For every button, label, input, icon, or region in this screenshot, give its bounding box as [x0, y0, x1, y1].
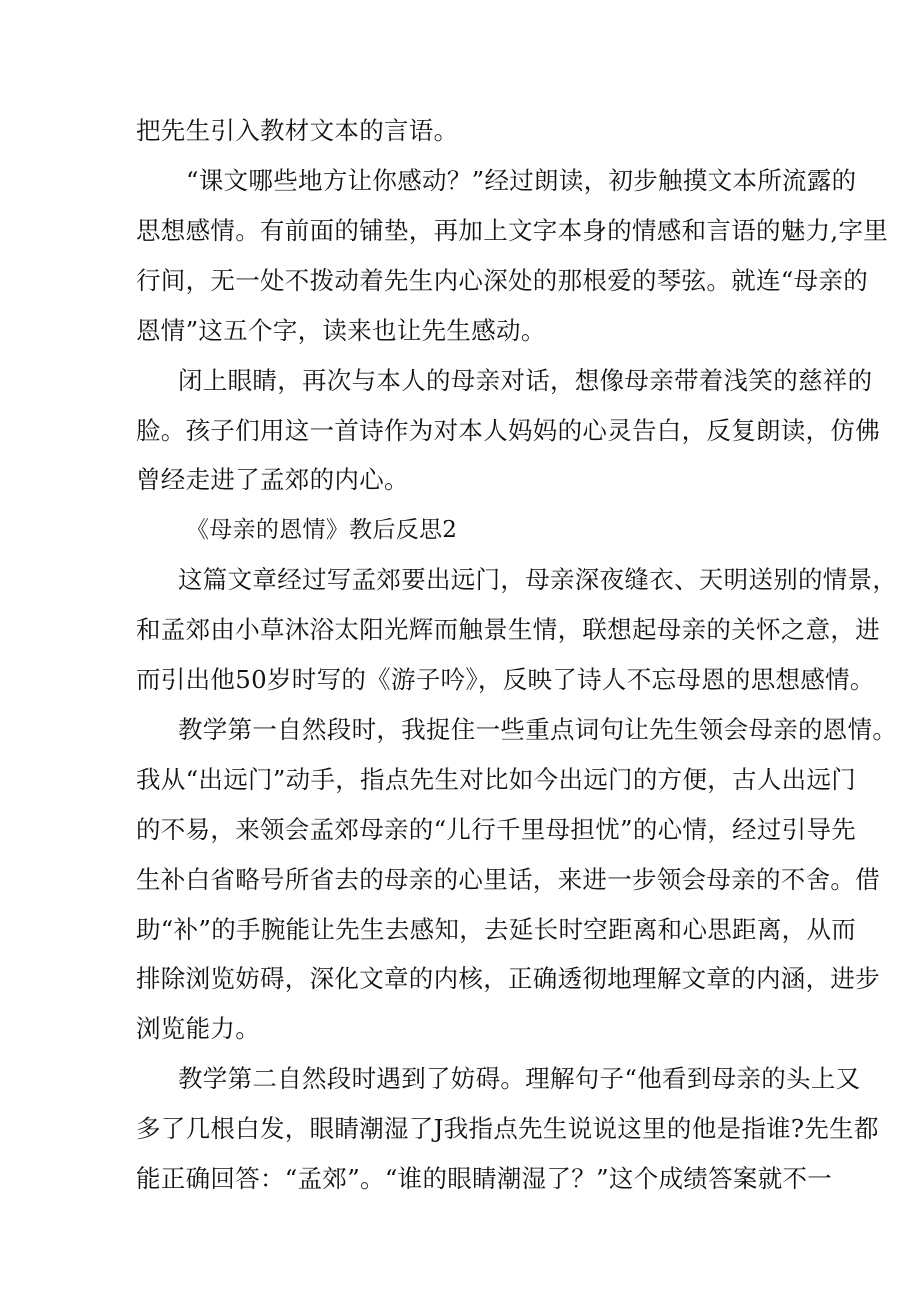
- section-heading: 《母亲的恩情》教后反思2: [186, 517, 458, 543]
- text-line-17: 助“补”的手腕能让先生去感知，去延长时空距离和心思距离，从而: [136, 915, 857, 944]
- text-line-11: 和孟郊由小草沐浴太阳光辉而触景生情，联想起母亲的关怀之意，进: [136, 615, 880, 644]
- text-line-14: 我从“出远门”动手，指点先生对比如今出远门的方便，古人出远门: [136, 765, 857, 794]
- text-line-4: 行间，无一处不拨动着先生内心深处的那根爱的琴弦。就连“母亲的: [136, 266, 869, 295]
- text-line-7: 脸。孩子们用这一首诗作为对本人妈妈的心灵告白，反复朗读，仿佛: [136, 416, 880, 445]
- text-line-21: 多了几根白发，眼睛潮湿了J我指点先生说说这里的他是指谁?先生都: [136, 1114, 879, 1143]
- text-line-5: 恩情”这五个字，读来也让先生感动。: [136, 316, 546, 345]
- text-line-16: 生补白省略号所省去的母亲的心里话，来进一步领会母亲的不舍。借: [136, 865, 880, 894]
- text-line-15: 的不易，来领会孟郊母亲的“儿行千里母担忧”的心情，经过引导先: [136, 815, 857, 844]
- text-line-12: 而引出他50岁时写的《游子吟》，反映了诗人不忘母恩的思想感情。: [136, 665, 875, 694]
- text-line-13: 教学第一自然段时，我捉住一些重点词句让先生领会母亲的恩情。: [178, 715, 898, 744]
- text-line-19: 浏览能力。: [136, 1014, 260, 1043]
- text-line-10: 这篇文章经过写孟郊要出远门，母亲深夜缝衣、天明送别的情景，: [178, 565, 898, 594]
- text-line-18: 排除浏览妨碍，深化文章的内核，正确透彻地理解文章的内涵，进步: [136, 964, 880, 993]
- text-line-8: 曾经走进了孟郊的内心。: [136, 465, 409, 494]
- text-line-1: 把先生引入教材文本的言语。: [136, 116, 459, 145]
- text-line-3: 思想感情。有前面的铺垫，再加上文字本身的情感和言语的魅力,字里: [136, 216, 889, 245]
- text-line-22: 能正确回答：“孟郊”。“谁的眼睛潮湿了？”这个成绩答案就不一: [136, 1164, 833, 1193]
- text-line-6: 闭上眼睛，再次与本人的母亲对话，想像母亲带着浅笑的慈祥的: [178, 366, 873, 395]
- text-line-20: 教学第二自然段时遇到了妨碍。理解句子“他看到母亲的头上又: [178, 1064, 861, 1093]
- text-line-2: “课文哪些地方让你感动？”经过朗读，初步触摸文本所流露的: [186, 166, 857, 195]
